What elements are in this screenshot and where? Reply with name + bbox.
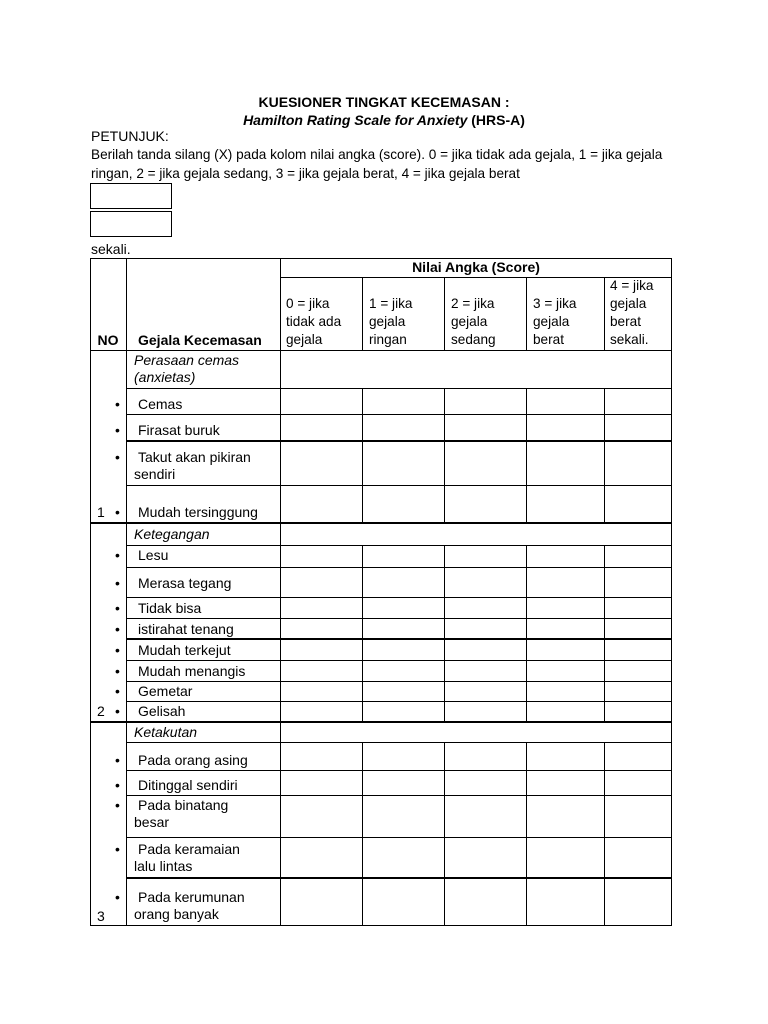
header-score-1: 1 = jika gejala ringan <box>369 296 413 347</box>
scale-abbrev: (HRS-A) <box>471 112 525 128</box>
bullet-icon: • <box>115 547 120 563</box>
bullet-icon: • <box>115 703 120 719</box>
empty-box-bottom <box>90 211 172 237</box>
bullet-icon: • <box>115 797 120 813</box>
symptom-item: Ditinggal sendiri <box>138 777 238 793</box>
bullet-icon: • <box>115 422 120 438</box>
symptom-item: Merasa tegang <box>138 575 232 591</box>
symptom-item: Pada kerumunan orang banyak <box>134 889 245 922</box>
symptom-item: Pada orang asing <box>138 752 248 768</box>
symptom-item: Gemetar <box>138 683 193 699</box>
bullet-icon: • <box>115 396 120 412</box>
bullet-icon: • <box>115 642 120 658</box>
instructions-heading: PETUNJUK: <box>91 128 169 144</box>
symptom-item: Cemas <box>138 396 183 412</box>
bullet-icon: • <box>115 841 120 857</box>
group-number-2: 2 <box>97 703 105 719</box>
bullet-icon: • <box>115 777 120 793</box>
bullet-icon: • <box>115 621 120 637</box>
category-2-label: Ketegangan <box>134 526 210 542</box>
header-score-2: 2 = jika gejala sedang <box>451 296 496 347</box>
symptom-item: istirahat tenang <box>138 621 234 637</box>
group-number-3: 3 <box>97 908 105 924</box>
category-3-label: Ketakutan <box>134 724 198 740</box>
header-score-group: Nilai Angka (Score) <box>412 259 540 275</box>
instructions-continuation: sekali. <box>91 241 131 257</box>
header-score-4: 4 = jika gejala berat sekali. <box>610 278 654 347</box>
header-score-0: 0 = jika tidak ada gejala <box>286 296 342 347</box>
bullet-icon: • <box>115 575 120 591</box>
category-1-label: Perasaan cemas (anxietas) <box>134 352 240 385</box>
bullet-icon: • <box>115 683 120 699</box>
symptom-item: Mudah tersinggung <box>138 504 258 520</box>
symptom-item: Mudah terkejut <box>138 642 231 658</box>
header-score-3: 3 = jika gejala berat <box>533 296 577 347</box>
bullet-icon: • <box>115 752 120 768</box>
empty-box-top <box>90 183 172 209</box>
bullet-icon: • <box>115 600 120 616</box>
symptom-item: Firasat buruk <box>138 422 220 438</box>
symptom-item: Takut akan pikiran sendiri <box>134 449 251 482</box>
instructions-text: Berilah tanda silang (X) pada kolom nilai angka (score). 0 = jika tidak ada gejala, 1 = jika gejala ringan, 2 = jika gejala sedang, 3 = jika gejala berat, 4 = jika gejala berat <box>91 147 663 181</box>
bullet-icon: • <box>115 663 120 679</box>
group-number-1: 1 <box>97 504 105 520</box>
bullet-icon: • <box>115 889 120 905</box>
symptom-item: Gelisah <box>138 703 186 719</box>
symptom-item: Tidak bisa <box>138 600 202 616</box>
symptom-item: Lesu <box>138 547 169 563</box>
symptom-item: Pada binatang besar <box>134 797 229 830</box>
scale-name: Hamilton Rating Scale for Anxiety <box>243 112 468 128</box>
header-symptom: Gejala Kecemasan <box>138 332 262 348</box>
header-no: NO <box>97 332 119 348</box>
bullet-icon: • <box>115 449 120 465</box>
form-title: KUESIONER TINGKAT KECEMASAN : <box>258 94 510 110</box>
form-subtitle <box>0 112 768 128</box>
symptom-item: Pada keramaian lalu lintas <box>134 841 240 874</box>
bullet-icon: • <box>115 504 120 520</box>
symptom-item: Mudah menangis <box>138 663 246 679</box>
score-table <box>90 258 672 926</box>
